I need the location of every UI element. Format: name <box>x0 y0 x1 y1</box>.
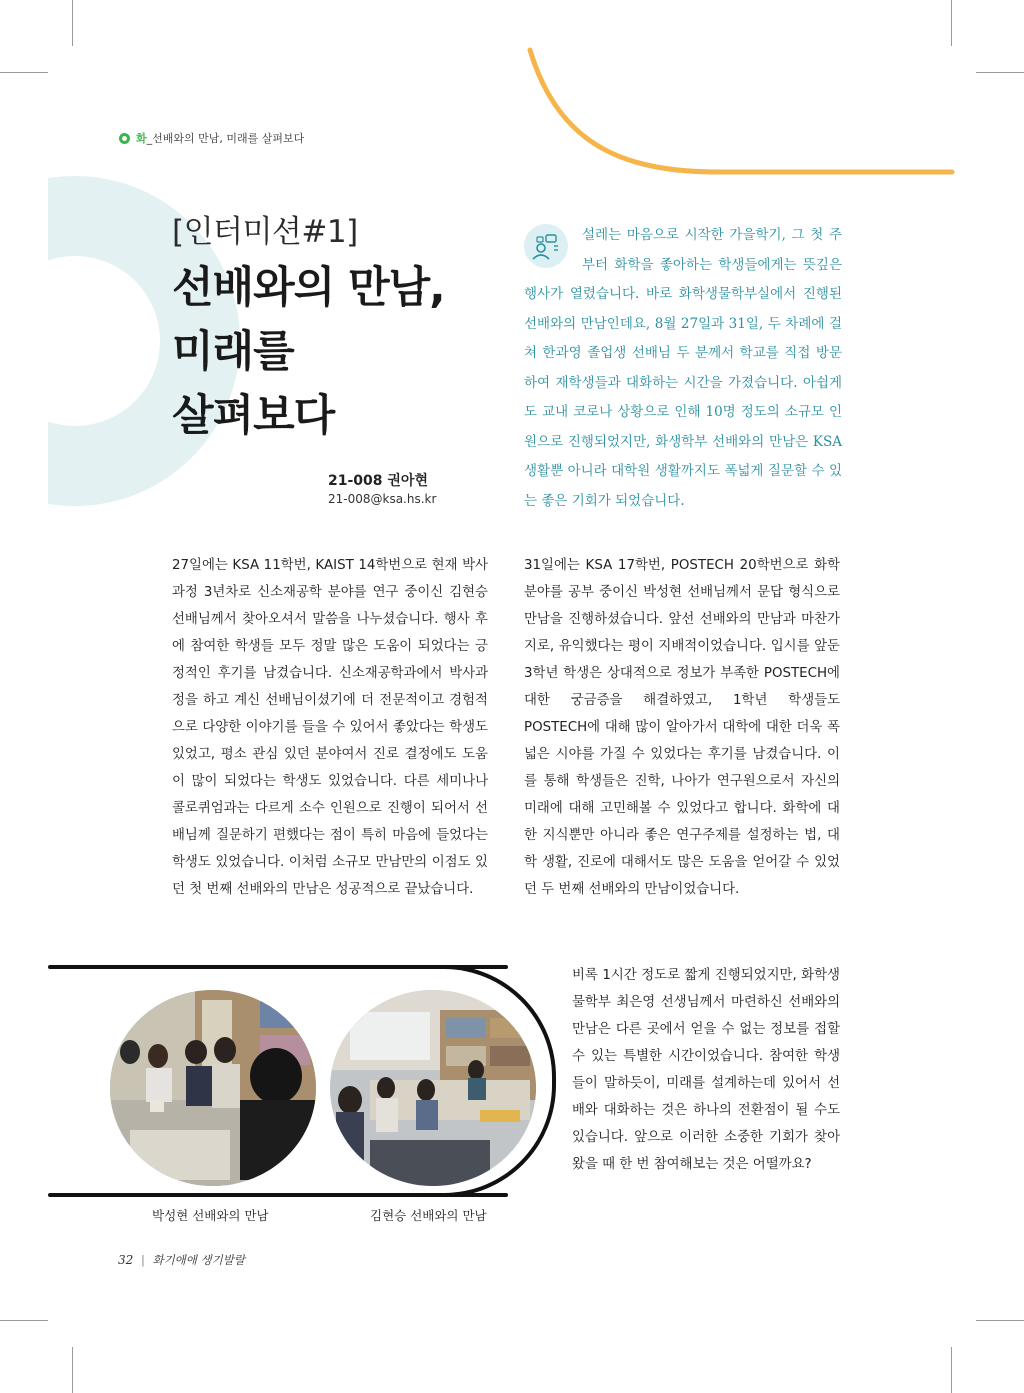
body-column-2: 31일에는 KSA 17학번, POSTECH 20학번으로 화학 분야를 공부 중이신 박성현 선배님께서 문답 형식으로 만남을 진행하셨습니다. 앞선 선배와의 만남과 마찬가지로, 유익했다는 평이 지배적이었습니다. 입시를 앞둔 3학년 학생은 상대적으로 정보가 부족한 POSTECH에 대한 궁금증을 해결하였고, 1학년 학생들도 POSTECH에 대해 많이 알아가서 대학에 대한 더욱 폭넓은 시야를 가질 수 있었다는 후기를 남겼습니다. 이를 통해 학생들은 진학, 나아가 연구원으로서 자신의 미래에 대해 고민해볼 수 있었다고 합니다. 화학에 대한 지식뿐만 아니라 좋은 연구주제를 설정하는 법, 대학 생활, 진로에 대해서도 많은 도움을 얻어갈 수 있었던 두 번째 선배와의 만남이었습니다. <box>524 558 840 897</box>
photo-caption-1: 박성현 선배와의 만남 <box>152 1208 269 1223</box>
footer-separator: | <box>140 1253 145 1267</box>
bullet-icon <box>119 133 130 144</box>
page-number: 32 <box>118 1253 134 1267</box>
crop-mark <box>72 0 73 46</box>
crop-mark <box>976 1320 1024 1321</box>
photo-frame-line <box>48 965 508 969</box>
photo-meeting-2 <box>330 990 536 1186</box>
headline-line: 선배와의 만남, <box>172 263 445 313</box>
author-name: 21-008 권아현 <box>328 473 428 489</box>
article-kicker: [인터미션#1] <box>172 214 358 250</box>
photo-caption-2: 김현승 선배와의 만남 <box>370 1208 487 1223</box>
decorative-arc <box>520 40 960 180</box>
crop-mark <box>0 72 48 73</box>
intro-text: 설레는 마음으로 시작한 가을학기, 그 첫 주부터 화학을 좋아하는 학생들에게는 뜻깊은 행사가 열렸습니다. 바로 화학생물학부실에서 진행된 선배와의 만남인데요, 8월 27일과 31일, 두 차례에 걸쳐 한과영 졸업생 선배님 두 분께서 학교를 직접 방문하여 재학생들과 대화하는 시간을 가졌습니다. 아쉽게도 교내 코로나 상황으로 인해 10명 정도의 소규모 인원으로 진행되었지만, 화생학부 선배와의 만남은 KSA 생활뿐 아니라 대학원 생활까지도 폭넓게 질문할 수 있는 좋은 기회가 되었습니다. <box>524 227 842 509</box>
crop-mark <box>72 1347 73 1393</box>
page-footer <box>118 1252 245 1268</box>
article-intro <box>524 221 842 516</box>
headline-line: 미래를 <box>172 327 294 377</box>
crop-mark <box>976 72 1024 73</box>
headline-line: 살펴보다 <box>172 391 335 441</box>
photo-frame-line <box>48 1193 508 1197</box>
article-headline <box>172 258 445 446</box>
body-column-3: 비록 1시간 정도로 짧게 진행되었지만, 화학생물학부 최은영 선생님께서 마련하신 선배와의 만남은 다른 곳에서 얻을 수 없는 정보를 접할 수 있는 특별한 시간이었습니다. 참여한 학생들이 말하듯이, 미래를 설계하는데 있어서 선배와 대화하는 것은 하나의 전환점이 될 수도 있습니다. 앞으로 이러한 소중한 기회가 찾아왔을 때 한 번 참여해보는 것은 어떨까요? <box>572 968 840 1172</box>
author-email: 21-008@ksa.hs.kr <box>328 492 437 506</box>
photo-meeting-1 <box>110 990 316 1186</box>
breadcrumb-separator: _ <box>146 132 153 145</box>
breadcrumb <box>119 130 304 146</box>
footer-title: 화기애애 생기발랄 <box>152 1253 245 1267</box>
breadcrumb-title: 선배와의 만남, 미래를 살펴보다 <box>152 132 305 145</box>
crop-mark <box>951 1347 952 1393</box>
crop-mark <box>0 1320 48 1321</box>
breadcrumb-category: 화 <box>136 132 147 145</box>
body-column-1: 27일에는 KSA 11학번, KAIST 14학번으로 현재 박사과정 3년차로 신소재공학 분야를 연구 중이신 김현승 선배님께서 찾아오셔서 말씀을 나누셨습니다. 행사 후에 참여한 학생들 모두 정말 많은 도움이 되었다는 긍정적인 후기를 남겼습니다. 신소재공학과에서 박사과정을 하고 계신 선배님이셨기에 더 전문적이고 경험적으로 다양한 이야기를 들을 수 있어서 좋았다는 학생도 있었고, 평소 관심 있던 분야여서 진로 결정에도 도움이 많이 되었다는 학생도 있었습니다. 다른 세미나나 콜로퀴엄과는 다르게 소수 인원으로 진행이 되어서 선배님께 질문하기 편했다는 점이 특히 마음에 들었다는 학생도 있었습니다. 이처럼 소규모 만남만의 이점도 있던 첫 번째 선배와의 만남은 성공적으로 끝났습니다. <box>172 558 488 897</box>
decorative-circle-mask <box>0 150 48 530</box>
